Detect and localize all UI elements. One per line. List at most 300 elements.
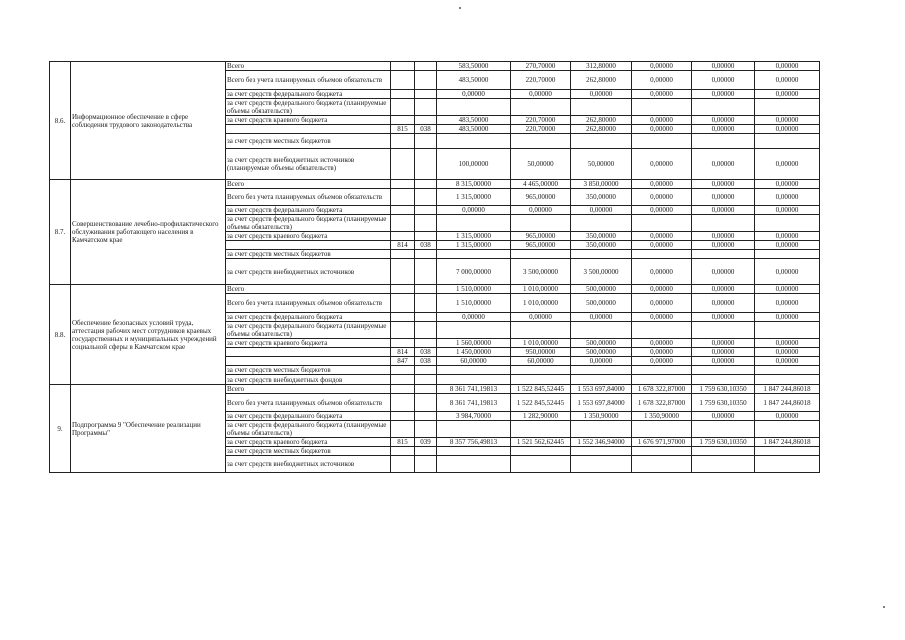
table-row	[50, 180, 870, 189]
funding-source: Всего без учета планируемых объемов обязательств	[226, 294, 391, 313]
amount-cell: 0,00000	[692, 90, 755, 99]
amount-cell: 0,00000	[692, 313, 755, 322]
ministry-code	[391, 232, 415, 241]
program-code	[415, 259, 437, 285]
amount-cell: 950,00000	[511, 348, 571, 357]
amount-cell: 350,00000	[571, 189, 632, 206]
amount-cell: 3 984,70000	[437, 412, 511, 421]
amount-cell: 262,80000	[571, 116, 632, 125]
program-code	[415, 134, 437, 149]
funding-source: за счет средств краевого бюджета	[226, 339, 391, 348]
amount-cell	[511, 366, 571, 375]
program-code	[415, 313, 437, 322]
funding-source: за счет средств федерального бюджета (планируемые объемы обязательств)	[226, 215, 391, 232]
amount-cell: 1 847 244,86018	[755, 394, 820, 412]
amount-cell: 1 847 244,86018	[755, 438, 820, 447]
ministry-code	[391, 322, 415, 339]
amount-cell: 0,00000	[692, 116, 755, 125]
amount-cell	[437, 322, 511, 339]
amount-cell	[571, 366, 632, 375]
program-code	[415, 149, 437, 180]
amount-cell: 350,00000	[571, 232, 632, 241]
amount-cell: 3 500,00000	[511, 259, 571, 285]
amount-cell: 0,00000	[755, 125, 820, 134]
amount-cell: 262,80000	[571, 71, 632, 90]
amount-cell: 500,00000	[571, 348, 632, 357]
ministry-code: 815	[391, 125, 415, 134]
amount-cell: 0,00000	[755, 348, 820, 357]
amount-cell	[437, 375, 511, 385]
ministry-code	[391, 99, 415, 116]
program-code	[415, 189, 437, 206]
amount-cell: 60,00000	[437, 357, 511, 366]
section-number: 9.	[50, 385, 71, 473]
funding-source: за счет средств федерального бюджета	[226, 206, 391, 215]
amount-cell: 0,00000	[632, 206, 692, 215]
amount-cell: 0,00000	[692, 357, 755, 366]
amount-cell	[511, 421, 571, 438]
amount-cell: 965,00000	[511, 189, 571, 206]
funding-source: за счет средств федерального бюджета	[226, 412, 391, 421]
amount-cell	[571, 322, 632, 339]
program-code	[415, 375, 437, 385]
amount-cell: 0,00000	[632, 357, 692, 366]
program-code	[415, 412, 437, 421]
amount-cell: 100,00000	[437, 149, 511, 180]
amount-cell	[692, 456, 755, 473]
amount-cell	[632, 250, 692, 259]
program-code	[415, 339, 437, 348]
ministry-code	[391, 215, 415, 232]
amount-cell: 0,00000	[632, 259, 692, 285]
amount-cell: 1 350,90000	[571, 412, 632, 421]
amount-cell: 1 676 971,97000	[632, 438, 692, 447]
program-code	[415, 456, 437, 473]
amount-cell: 1 759 630,10350	[692, 438, 755, 447]
amount-cell: 1 010,00000	[511, 339, 571, 348]
program-code	[415, 99, 437, 116]
program-code	[415, 421, 437, 438]
amount-cell: 0,00000	[755, 189, 820, 206]
funding-source: за счет средств краевого бюджета	[226, 116, 391, 125]
amount-cell: 4 465,00000	[511, 180, 571, 189]
ministry-code	[391, 134, 415, 149]
ministry-code	[391, 259, 415, 285]
amount-cell: 0,00000	[755, 357, 820, 366]
amount-cell	[632, 134, 692, 149]
program-code	[415, 394, 437, 412]
funding-source: за счет средств краевого бюджета	[226, 232, 391, 241]
amount-cell: 0,00000	[632, 116, 692, 125]
amount-cell	[511, 99, 571, 116]
amount-cell: 1 678 322,87000	[632, 385, 692, 394]
program-code	[415, 447, 437, 456]
program-code	[415, 215, 437, 232]
amount-cell: 0,00000	[692, 149, 755, 180]
program-code	[415, 232, 437, 241]
amount-cell: 0,00000	[632, 189, 692, 206]
amount-cell: 0,00000	[755, 241, 820, 250]
section-name: Обеспечение безопасных условий труда, аттестация рабочих мест сотрудников краевых государственных и муниципальных учреждений социальной сферы в Камчатском крае	[71, 285, 226, 385]
amount-cell: 1 510,00000	[437, 285, 511, 294]
amount-cell	[437, 99, 511, 116]
program-code	[415, 250, 437, 259]
amount-cell: 0,00000	[692, 339, 755, 348]
amount-cell: 8 361 741,19813	[437, 394, 511, 412]
amount-cell: 0,00000	[755, 180, 820, 189]
funding-source: за счет средств внебюджетных источников (планируемые объемы обязательств)	[226, 149, 391, 180]
amount-cell: 1 282,90000	[511, 412, 571, 421]
amount-cell: 8 357 756,49813	[437, 438, 511, 447]
funding-source: за счет средств федерального бюджета	[226, 313, 391, 322]
amount-cell: 0,00000	[692, 71, 755, 90]
amount-cell	[755, 375, 820, 385]
amount-cell: 50,00000	[571, 149, 632, 180]
amount-cell: 1 350,90000	[632, 412, 692, 421]
funding-source: Всего без учета планируемых объемов обязательств	[226, 394, 391, 412]
amount-cell: 220,70000	[511, 71, 571, 90]
amount-cell: 0,00000	[755, 339, 820, 348]
amount-cell: 0,00000	[755, 412, 820, 421]
amount-cell: 500,00000	[571, 285, 632, 294]
ministry-code	[391, 285, 415, 294]
amount-cell: 0,00000	[692, 412, 755, 421]
amount-cell	[511, 134, 571, 149]
amount-cell: 1 510,00000	[437, 294, 511, 313]
ministry-code	[391, 71, 415, 90]
program-code: 038	[415, 125, 437, 134]
section-number: 8.8.	[50, 285, 71, 385]
funding-source: за счет средств внебюджетных источников	[226, 456, 391, 473]
funding-source: за счет средств местных бюджетов	[226, 134, 391, 149]
amount-cell	[755, 99, 820, 116]
funding-source: Всего	[226, 385, 391, 394]
amount-cell: 1 522 845,52445	[511, 394, 571, 412]
amount-cell: 0,00000	[632, 62, 692, 71]
ministry-code	[391, 366, 415, 375]
amount-cell: 0,00000	[437, 313, 511, 322]
amount-cell	[571, 134, 632, 149]
amount-cell: 500,00000	[571, 294, 632, 313]
amount-cell: 0,00000	[755, 62, 820, 71]
amount-cell: 1 552 346,94000	[571, 438, 632, 447]
ministry-code	[391, 62, 415, 71]
amount-cell: 0,00000	[632, 313, 692, 322]
section-number: 8.7.	[50, 180, 71, 285]
program-code	[415, 71, 437, 90]
ministry-code	[391, 385, 415, 394]
amount-cell: 60,00000	[511, 357, 571, 366]
scan-dot-top	[459, 7, 461, 9]
amount-cell: 0,00000	[692, 206, 755, 215]
funding-source: за счет средств внебюджетных источников	[226, 259, 391, 285]
ministry-code	[391, 149, 415, 180]
program-code	[415, 116, 437, 125]
amount-cell: 0,00000	[755, 294, 820, 313]
amount-cell	[755, 250, 820, 259]
ministry-code	[391, 421, 415, 438]
amount-cell	[692, 215, 755, 232]
program-code: 039	[415, 438, 437, 447]
amount-cell: 0,00000	[632, 241, 692, 250]
amount-cell: 0,00000	[692, 189, 755, 206]
amount-cell	[755, 366, 820, 375]
funding-source: за счет средств федерального бюджета (планируемые объемы обязательств)	[226, 421, 391, 438]
amount-cell: 0,00000	[632, 348, 692, 357]
ministry-code	[391, 412, 415, 421]
scan-dot-right	[883, 606, 885, 608]
amount-cell	[632, 375, 692, 385]
amount-cell: 0,00000	[755, 285, 820, 294]
amount-cell	[437, 366, 511, 375]
ministry-code	[391, 116, 415, 125]
amount-cell: 0,00000	[755, 90, 820, 99]
funding-source: Всего	[226, 180, 391, 189]
amount-cell: 220,70000	[511, 125, 571, 134]
amount-cell: 0,00000	[511, 313, 571, 322]
amount-cell	[571, 215, 632, 232]
amount-cell: 8 315,00000	[437, 180, 511, 189]
amount-cell: 965,00000	[511, 241, 571, 250]
funding-source: Всего без учета планируемых объемов обязательств	[226, 71, 391, 90]
amount-cell: 0,00000	[692, 285, 755, 294]
amount-cell: 0,00000	[437, 90, 511, 99]
amount-cell	[755, 421, 820, 438]
amount-cell: 1 010,00000	[511, 294, 571, 313]
amount-cell: 0,00000	[692, 62, 755, 71]
amount-cell	[692, 421, 755, 438]
amount-cell: 0,00000	[755, 259, 820, 285]
amount-cell	[437, 421, 511, 438]
amount-cell: 0,00000	[692, 232, 755, 241]
ministry-code	[391, 394, 415, 412]
amount-cell	[437, 134, 511, 149]
document-page	[49, 61, 869, 473]
amount-cell: 0,00000	[632, 125, 692, 134]
amount-cell: 0,00000	[632, 285, 692, 294]
amount-cell	[692, 250, 755, 259]
amount-cell: 270,70000	[511, 62, 571, 71]
amount-cell	[692, 322, 755, 339]
ministry-code	[391, 189, 415, 206]
section-number: 8.6.	[50, 62, 71, 180]
program-code	[415, 62, 437, 71]
amount-cell: 8 361 741,19813	[437, 385, 511, 394]
funding-source: за счет средств краевого бюджета	[226, 438, 391, 447]
amount-cell: 1 847 244,86018	[755, 385, 820, 394]
amount-cell: 0,00000	[692, 348, 755, 357]
amount-cell: 1 521 562,62445	[511, 438, 571, 447]
amount-cell: 1 553 697,84000	[571, 394, 632, 412]
ministry-code: 814	[391, 241, 415, 250]
funding-source: за счет средств местных бюджетов	[226, 250, 391, 259]
program-code	[415, 294, 437, 313]
amount-cell	[571, 456, 632, 473]
table-row	[50, 385, 870, 394]
amount-cell: 483,50000	[437, 116, 511, 125]
funding-source: Всего	[226, 62, 391, 71]
amount-cell	[692, 375, 755, 385]
ministry-code	[391, 250, 415, 259]
amount-cell: 1 315,00000	[437, 189, 511, 206]
amount-cell	[755, 215, 820, 232]
amount-cell	[571, 250, 632, 259]
ministry-code	[391, 447, 415, 456]
amount-cell: 0,00000	[632, 180, 692, 189]
amount-cell: 1 315,00000	[437, 232, 511, 241]
amount-cell: 1 759 630,10350	[692, 394, 755, 412]
amount-cell	[632, 456, 692, 473]
amount-cell: 1 678 322,87000	[632, 394, 692, 412]
amount-cell	[511, 447, 571, 456]
amount-cell	[437, 215, 511, 232]
funding-source: за счет средств местных бюджетов	[226, 447, 391, 456]
amount-cell	[511, 322, 571, 339]
amount-cell: 0,00000	[571, 206, 632, 215]
funding-source	[226, 348, 391, 357]
amount-cell	[632, 447, 692, 456]
ministry-code	[391, 313, 415, 322]
amount-cell	[692, 99, 755, 116]
section-name: Информационное обеспечение в сфере соблюдения трудового законодательства	[71, 62, 226, 180]
amount-cell	[632, 215, 692, 232]
program-code	[415, 285, 437, 294]
amount-cell: 0,00000	[571, 90, 632, 99]
amount-cell: 0,00000	[571, 357, 632, 366]
amount-cell: 1 450,00000	[437, 348, 511, 357]
program-code: 038	[415, 357, 437, 366]
amount-cell: 483,50000	[437, 125, 511, 134]
amount-cell	[571, 375, 632, 385]
amount-cell: 1 759 630,10350	[692, 385, 755, 394]
ministry-code: 815	[391, 438, 415, 447]
program-code	[415, 90, 437, 99]
ministry-code	[391, 375, 415, 385]
amount-cell: 50,00000	[511, 149, 571, 180]
funding-source: за счет средств федерального бюджета	[226, 90, 391, 99]
amount-cell: 0,00000	[755, 206, 820, 215]
amount-cell: 0,00000	[632, 339, 692, 348]
amount-cell	[755, 322, 820, 339]
amount-cell	[632, 366, 692, 375]
amount-cell: 0,00000	[692, 259, 755, 285]
amount-cell	[511, 215, 571, 232]
funding-source: за счет средств федерального бюджета (планируемые объемы обязательств)	[226, 322, 391, 339]
amount-cell: 0,00000	[692, 241, 755, 250]
budget-table	[49, 61, 870, 473]
amount-cell	[437, 250, 511, 259]
amount-cell	[571, 99, 632, 116]
amount-cell: 3 850,00000	[571, 180, 632, 189]
ministry-code	[391, 339, 415, 348]
amount-cell: 0,00000	[755, 232, 820, 241]
amount-cell	[755, 447, 820, 456]
program-code	[415, 366, 437, 375]
amount-cell: 0,00000	[632, 232, 692, 241]
section-name: Совершенствование лечебно-профилактического обслуживания работающего населения в Камчатском крае	[71, 180, 226, 285]
amount-cell: 1 522 845,52445	[511, 385, 571, 394]
funding-source	[226, 357, 391, 366]
program-code	[415, 322, 437, 339]
funding-source: Всего без учета планируемых объемов обязательств	[226, 189, 391, 206]
amount-cell: 1 010,00000	[511, 285, 571, 294]
amount-cell: 262,80000	[571, 125, 632, 134]
program-code: 038	[415, 348, 437, 357]
amount-cell: 3 500,00000	[571, 259, 632, 285]
amount-cell: 500,00000	[571, 339, 632, 348]
ministry-code	[391, 90, 415, 99]
amount-cell	[632, 322, 692, 339]
amount-cell	[437, 447, 511, 456]
amount-cell	[511, 456, 571, 473]
amount-cell	[511, 250, 571, 259]
amount-cell: 350,00000	[571, 241, 632, 250]
amount-cell	[437, 456, 511, 473]
amount-cell: 965,00000	[511, 232, 571, 241]
amount-cell: 0,00000	[755, 313, 820, 322]
amount-cell	[755, 456, 820, 473]
amount-cell: 0,00000	[437, 206, 511, 215]
amount-cell: 0,00000	[755, 149, 820, 180]
funding-source: Всего	[226, 285, 391, 294]
program-code	[415, 180, 437, 189]
amount-cell	[755, 134, 820, 149]
amount-cell: 483,50000	[437, 71, 511, 90]
amount-cell: 1 315,00000	[437, 241, 511, 250]
amount-cell: 0,00000	[511, 206, 571, 215]
amount-cell: 0,00000	[692, 125, 755, 134]
ministry-code	[391, 206, 415, 215]
amount-cell: 0,00000	[632, 149, 692, 180]
amount-cell: 0,00000	[692, 180, 755, 189]
amount-cell	[571, 447, 632, 456]
amount-cell: 0,00000	[755, 116, 820, 125]
funding-source: за счет средств федерального бюджета (планируемые объемы обязательств)	[226, 99, 391, 116]
funding-source: за счет средств внебюджетных фондов	[226, 375, 391, 385]
amount-cell	[692, 366, 755, 375]
amount-cell	[571, 421, 632, 438]
amount-cell: 583,50000	[437, 62, 511, 71]
amount-cell: 312,80000	[571, 62, 632, 71]
amount-cell	[692, 134, 755, 149]
funding-source: за счет средств местных бюджетов	[226, 366, 391, 375]
amount-cell: 1 560,00000	[437, 339, 511, 348]
amount-cell	[632, 421, 692, 438]
amount-cell	[692, 447, 755, 456]
ministry-code: 814	[391, 348, 415, 357]
table-row	[50, 285, 870, 294]
amount-cell: 0,00000	[571, 313, 632, 322]
amount-cell: 0,00000	[632, 71, 692, 90]
amount-cell: 0,00000	[632, 294, 692, 313]
amount-cell: 0,00000	[632, 90, 692, 99]
ministry-code: 847	[391, 357, 415, 366]
program-code: 038	[415, 241, 437, 250]
amount-cell: 7 000,00000	[437, 259, 511, 285]
amount-cell	[632, 99, 692, 116]
ministry-code	[391, 180, 415, 189]
program-code	[415, 206, 437, 215]
amount-cell	[511, 375, 571, 385]
program-code	[415, 385, 437, 394]
funding-source	[226, 125, 391, 134]
ministry-code	[391, 456, 415, 473]
amount-cell: 0,00000	[511, 90, 571, 99]
table-row	[50, 62, 870, 71]
amount-cell: 1 553 697,84000	[571, 385, 632, 394]
amount-cell: 0,00000	[755, 71, 820, 90]
amount-cell: 0,00000	[692, 294, 755, 313]
